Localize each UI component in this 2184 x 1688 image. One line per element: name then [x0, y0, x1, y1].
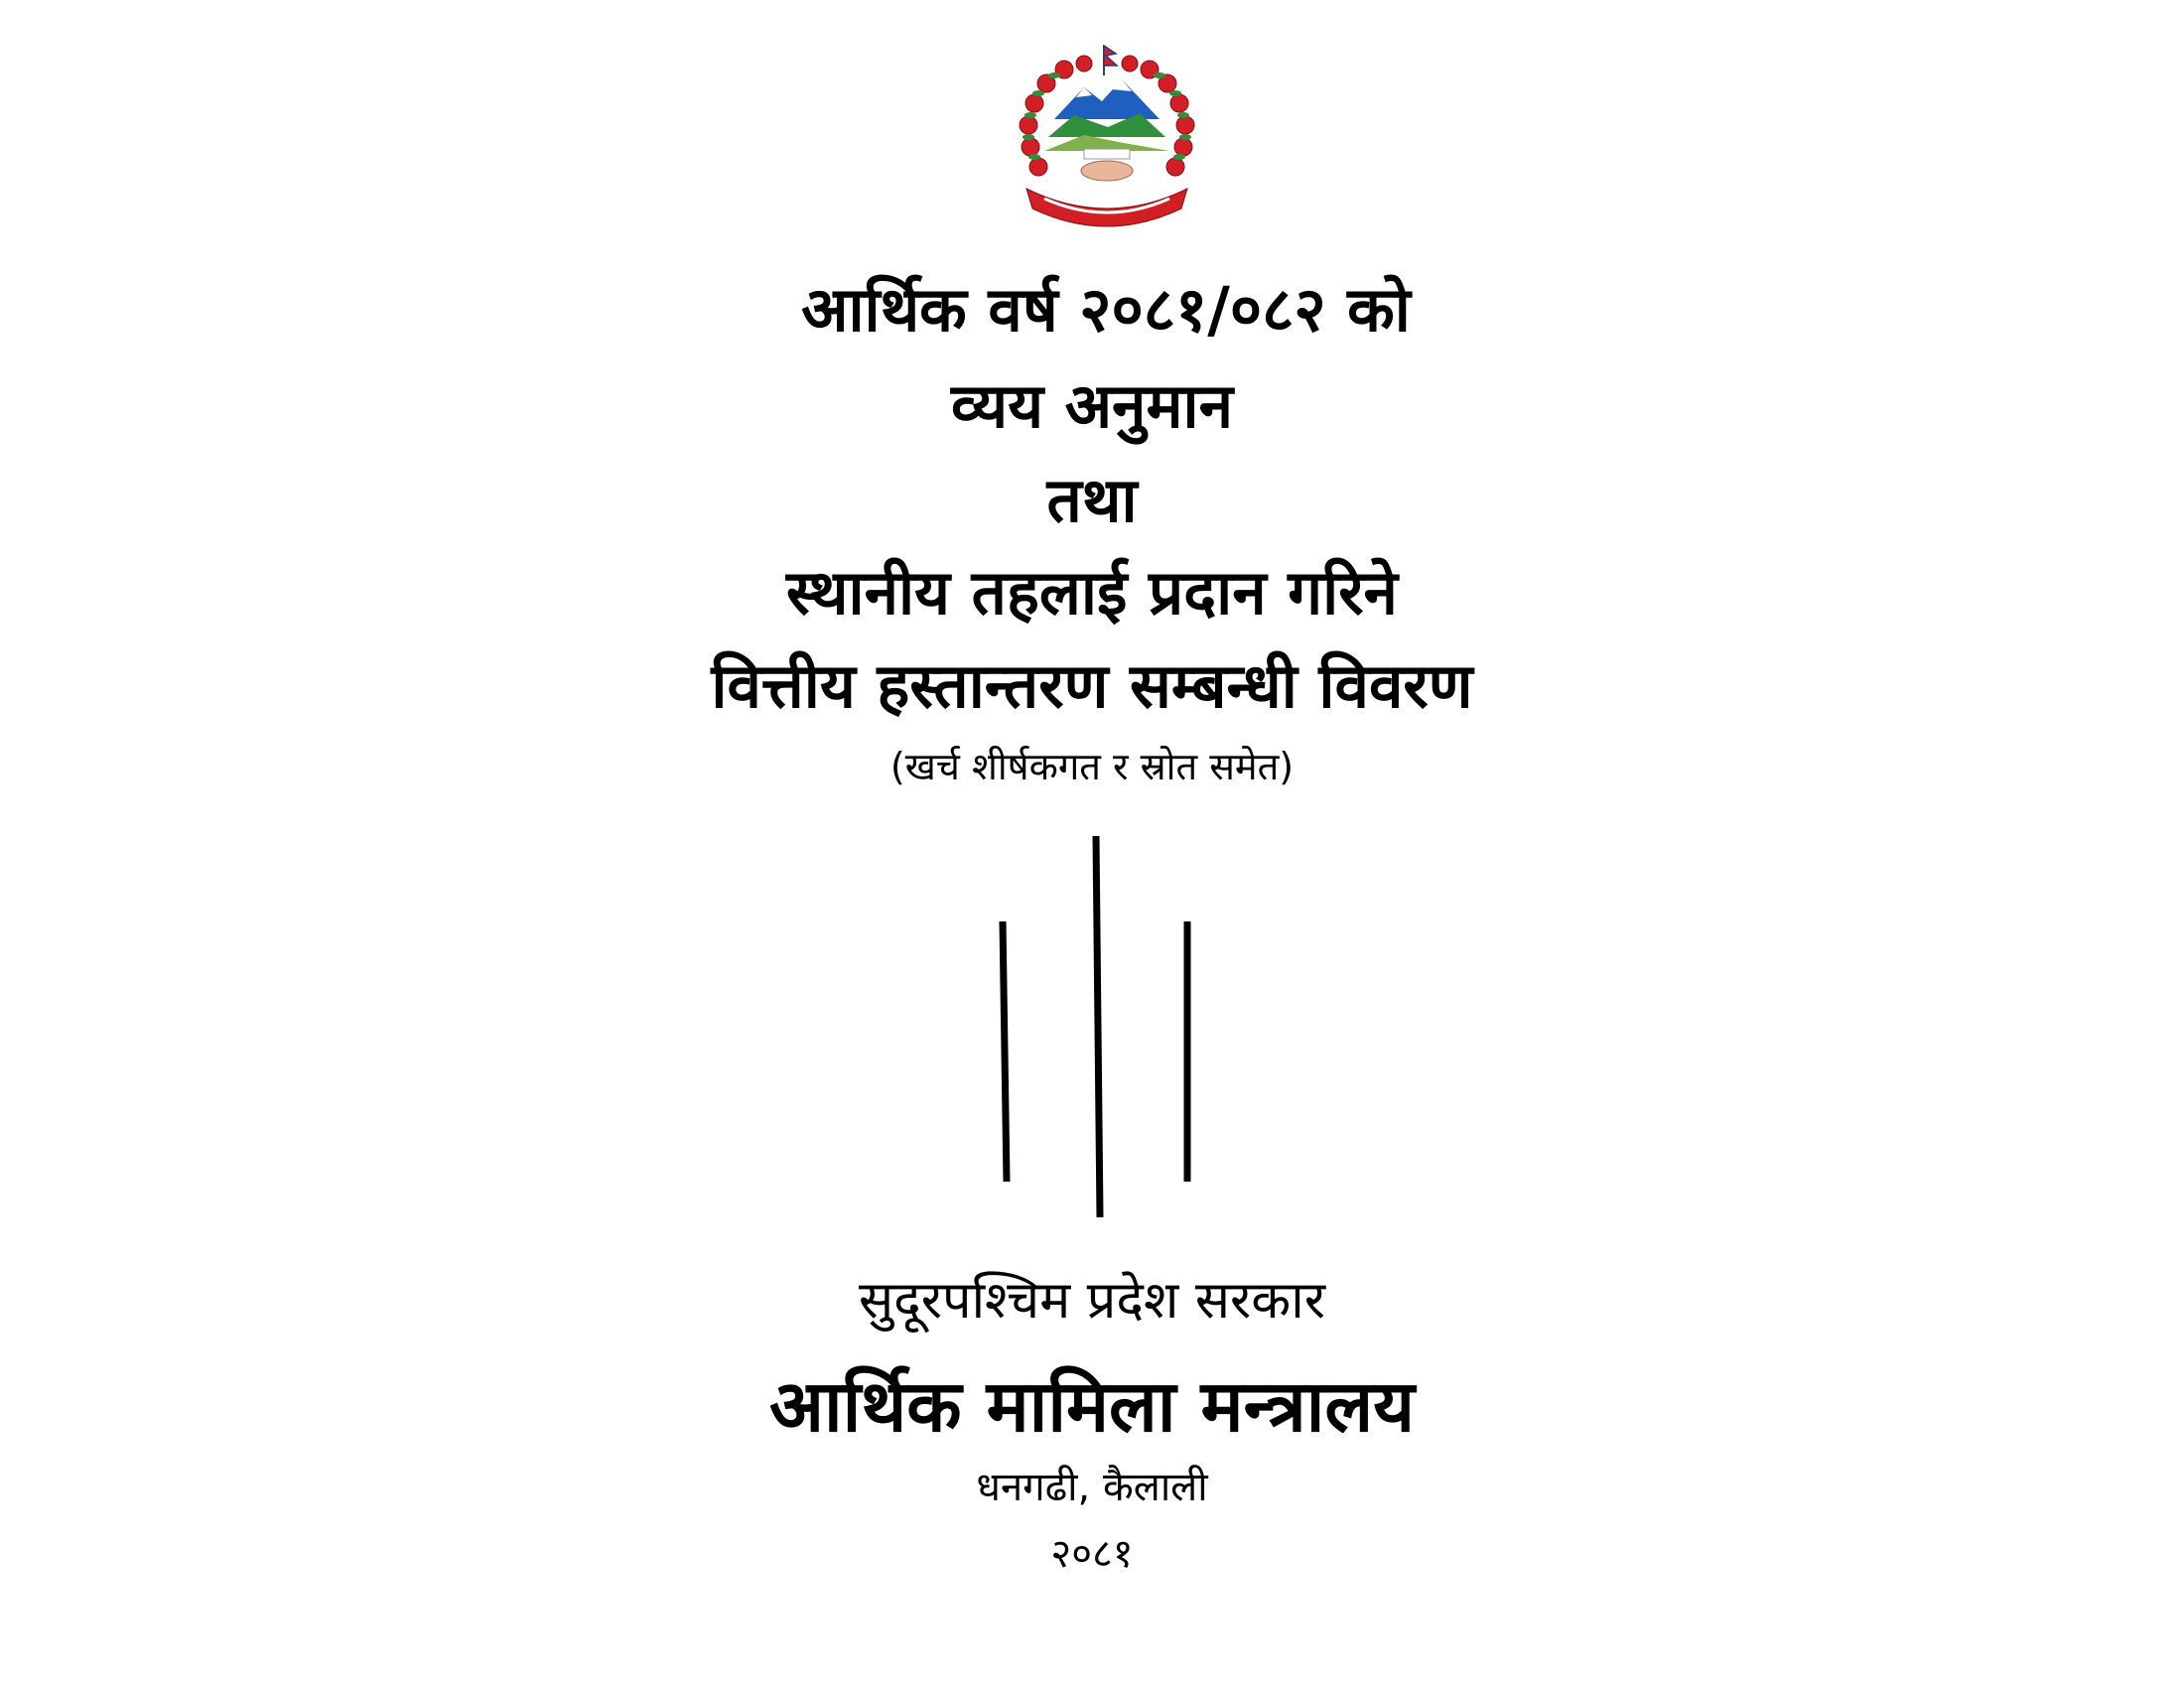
document-subtitle: (खर्च शीर्षकगत र स्रोत समेत)	[889, 745, 1295, 788]
title-expenditure-estimate: व्यय अनुमान	[950, 369, 1234, 442]
fiscal-year-title: आर्थिक वर्ष २०८१/०८२ को	[801, 273, 1411, 346]
government-name: सुदूरपश्चिम प्रदेश सरकार	[859, 1271, 1325, 1331]
ministry-name: आर्थिक मामिला मन्त्रालय	[769, 1364, 1415, 1448]
publication-place: धनगढी, कैलाली	[976, 1465, 1208, 1510]
publication-year: २०८१	[1050, 1531, 1134, 1577]
decorative-vertical-bars	[983, 824, 1211, 1221]
title-conjunction: तथा	[1046, 464, 1138, 536]
center-bar	[1096, 836, 1100, 1217]
title-local-level: स्थानीय तहलाई प्रदान गरिने	[786, 556, 1398, 629]
left-bar	[1003, 921, 1007, 1182]
government-emblem-icon	[1005, 42, 1209, 230]
title-fiscal-transfer: वित्तीय हस्तान्तरण सम्बन्धी विवरण	[711, 649, 1473, 722]
